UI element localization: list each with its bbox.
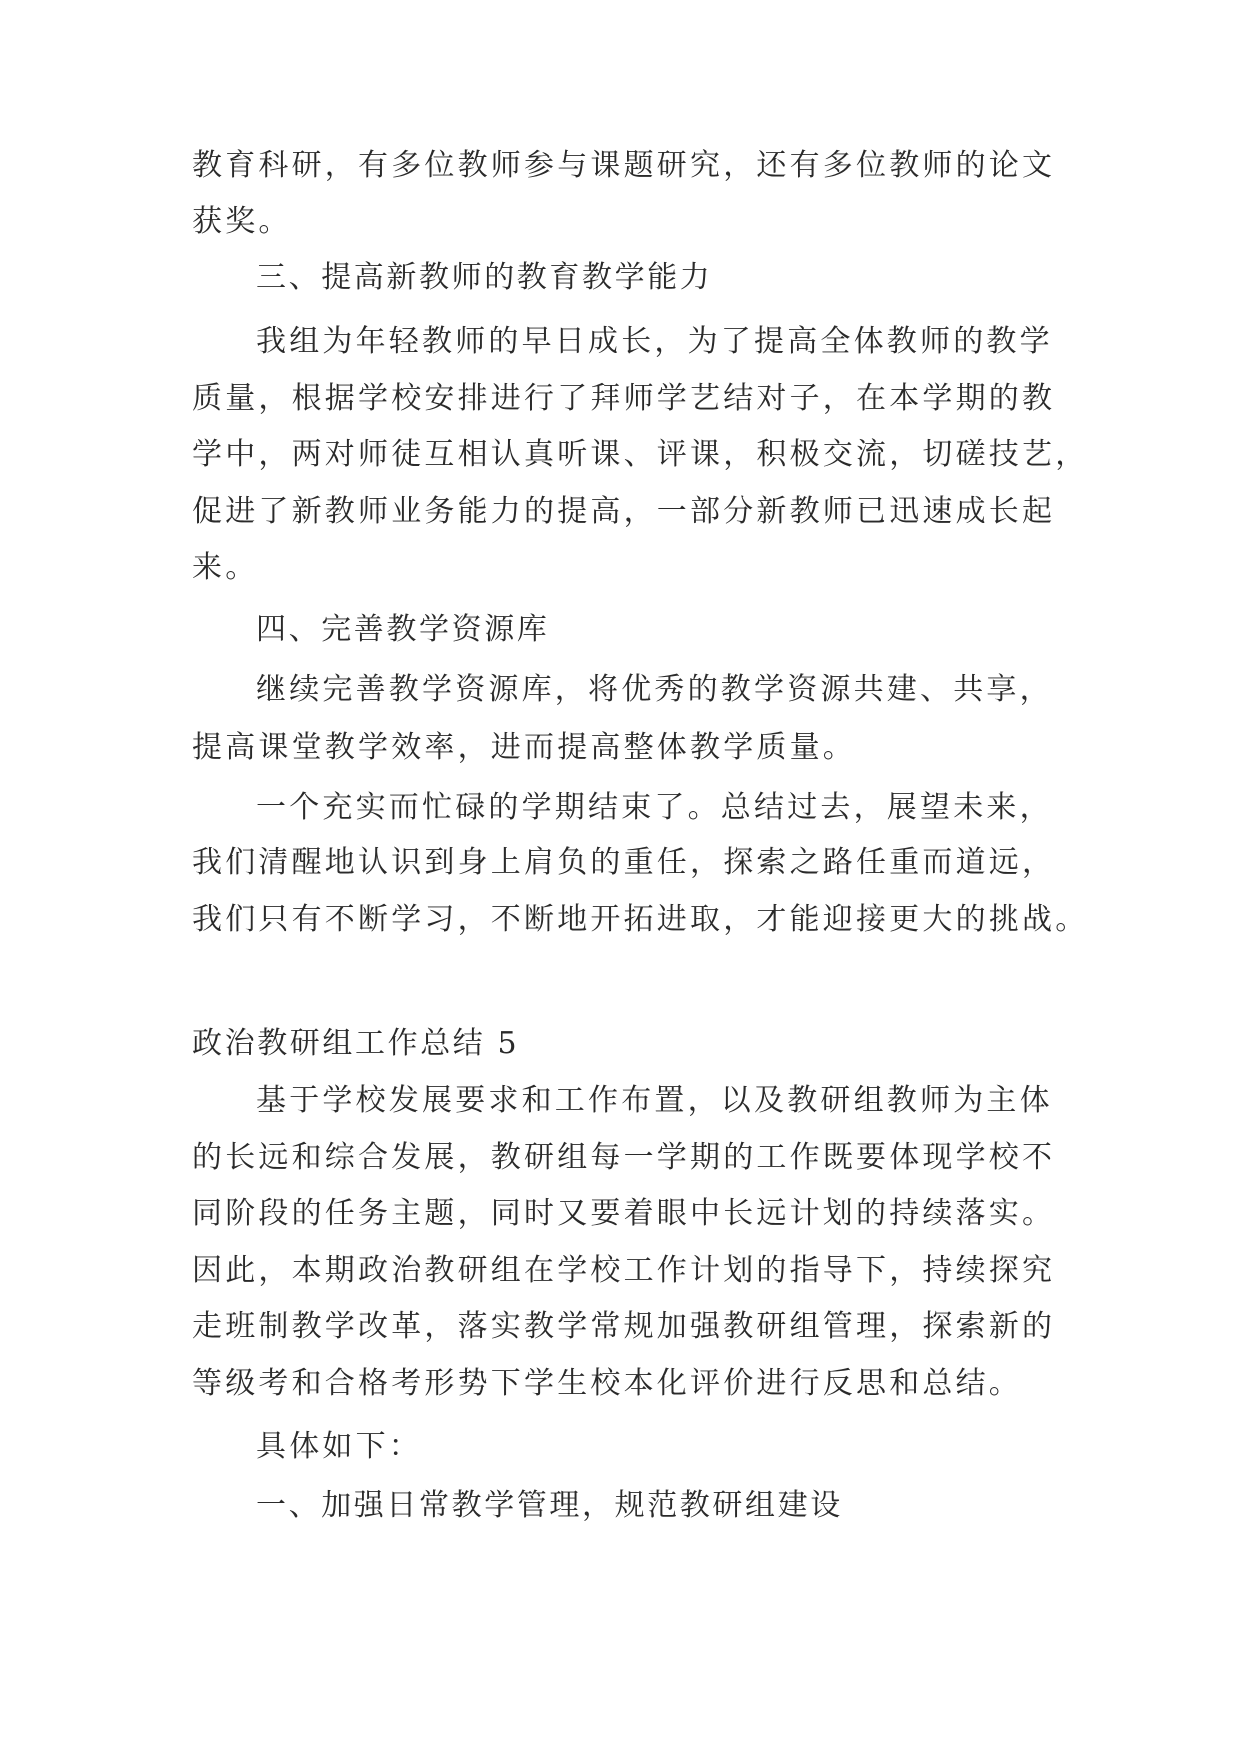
body-text-line: 的长远和综合发展，教研组每一学期的工作既要体现学校不 bbox=[192, 1140, 1056, 1175]
body-text-line: 促进了新教师业务能力的提高，一部分新教师已迅速成长起 bbox=[192, 494, 1056, 529]
body-text-line: 我们只有不断学习，不断地开拓进取，才能迎接更大的挑战。 bbox=[192, 902, 1089, 937]
body-text-line: 教育科研，有多位教师参与课题研究，还有多位教师的论文 bbox=[192, 148, 1056, 183]
body-text-line: 学中，两对师徒互相认真听课、评课，积极交流，切磋技艺， bbox=[192, 437, 1089, 472]
body-text-line: 一个充实而忙碌的学期结束了。总结过去，展望未来， bbox=[256, 790, 1053, 825]
body-text-line: 我组为年轻教师的早日成长，为了提高全体教师的教学 bbox=[256, 324, 1053, 359]
body-text-line: 等级考和合格考形势下学生校本化评价进行反思和总结。 bbox=[192, 1366, 1022, 1401]
section-heading: 四、完善教学资源库 bbox=[256, 612, 550, 647]
section-heading: 三、提高新教师的教育教学能力 bbox=[256, 260, 713, 295]
body-text-line: 提高课堂教学效率，进而提高整体教学质量。 bbox=[192, 730, 856, 765]
body-text-line: 获奖。 bbox=[192, 204, 292, 239]
body-text-line: 来。 bbox=[192, 550, 259, 585]
body-text-line: 因此，本期政治教研组在学校工作计划的指导下，持续探究 bbox=[192, 1253, 1056, 1288]
body-text-line: 质量，根据学校安排进行了拜师学艺结对子，在本学期的教 bbox=[192, 381, 1056, 416]
body-text-line: 我们清醒地认识到身上肩负的重任，探索之路任重而道远， bbox=[192, 845, 1056, 880]
body-text-line: 继续完善教学资源库，将优秀的教学资源共建、共享， bbox=[256, 672, 1053, 707]
document-title: 政治教研组工作总结 5 bbox=[192, 1026, 520, 1061]
body-text-line: 具体如下： bbox=[256, 1429, 422, 1464]
body-text-line: 走班制教学改革，落实教学常规加强教研组管理，探索新的 bbox=[192, 1309, 1056, 1344]
section-heading: 一、加强日常教学管理，规范教研组建设 bbox=[256, 1488, 843, 1523]
body-text-line: 同阶段的任务主题，同时又要着眼中长远计划的持续落实。 bbox=[192, 1196, 1056, 1231]
body-text-line: 基于学校发展要求和工作布置，以及教研组教师为主体 bbox=[256, 1083, 1053, 1118]
